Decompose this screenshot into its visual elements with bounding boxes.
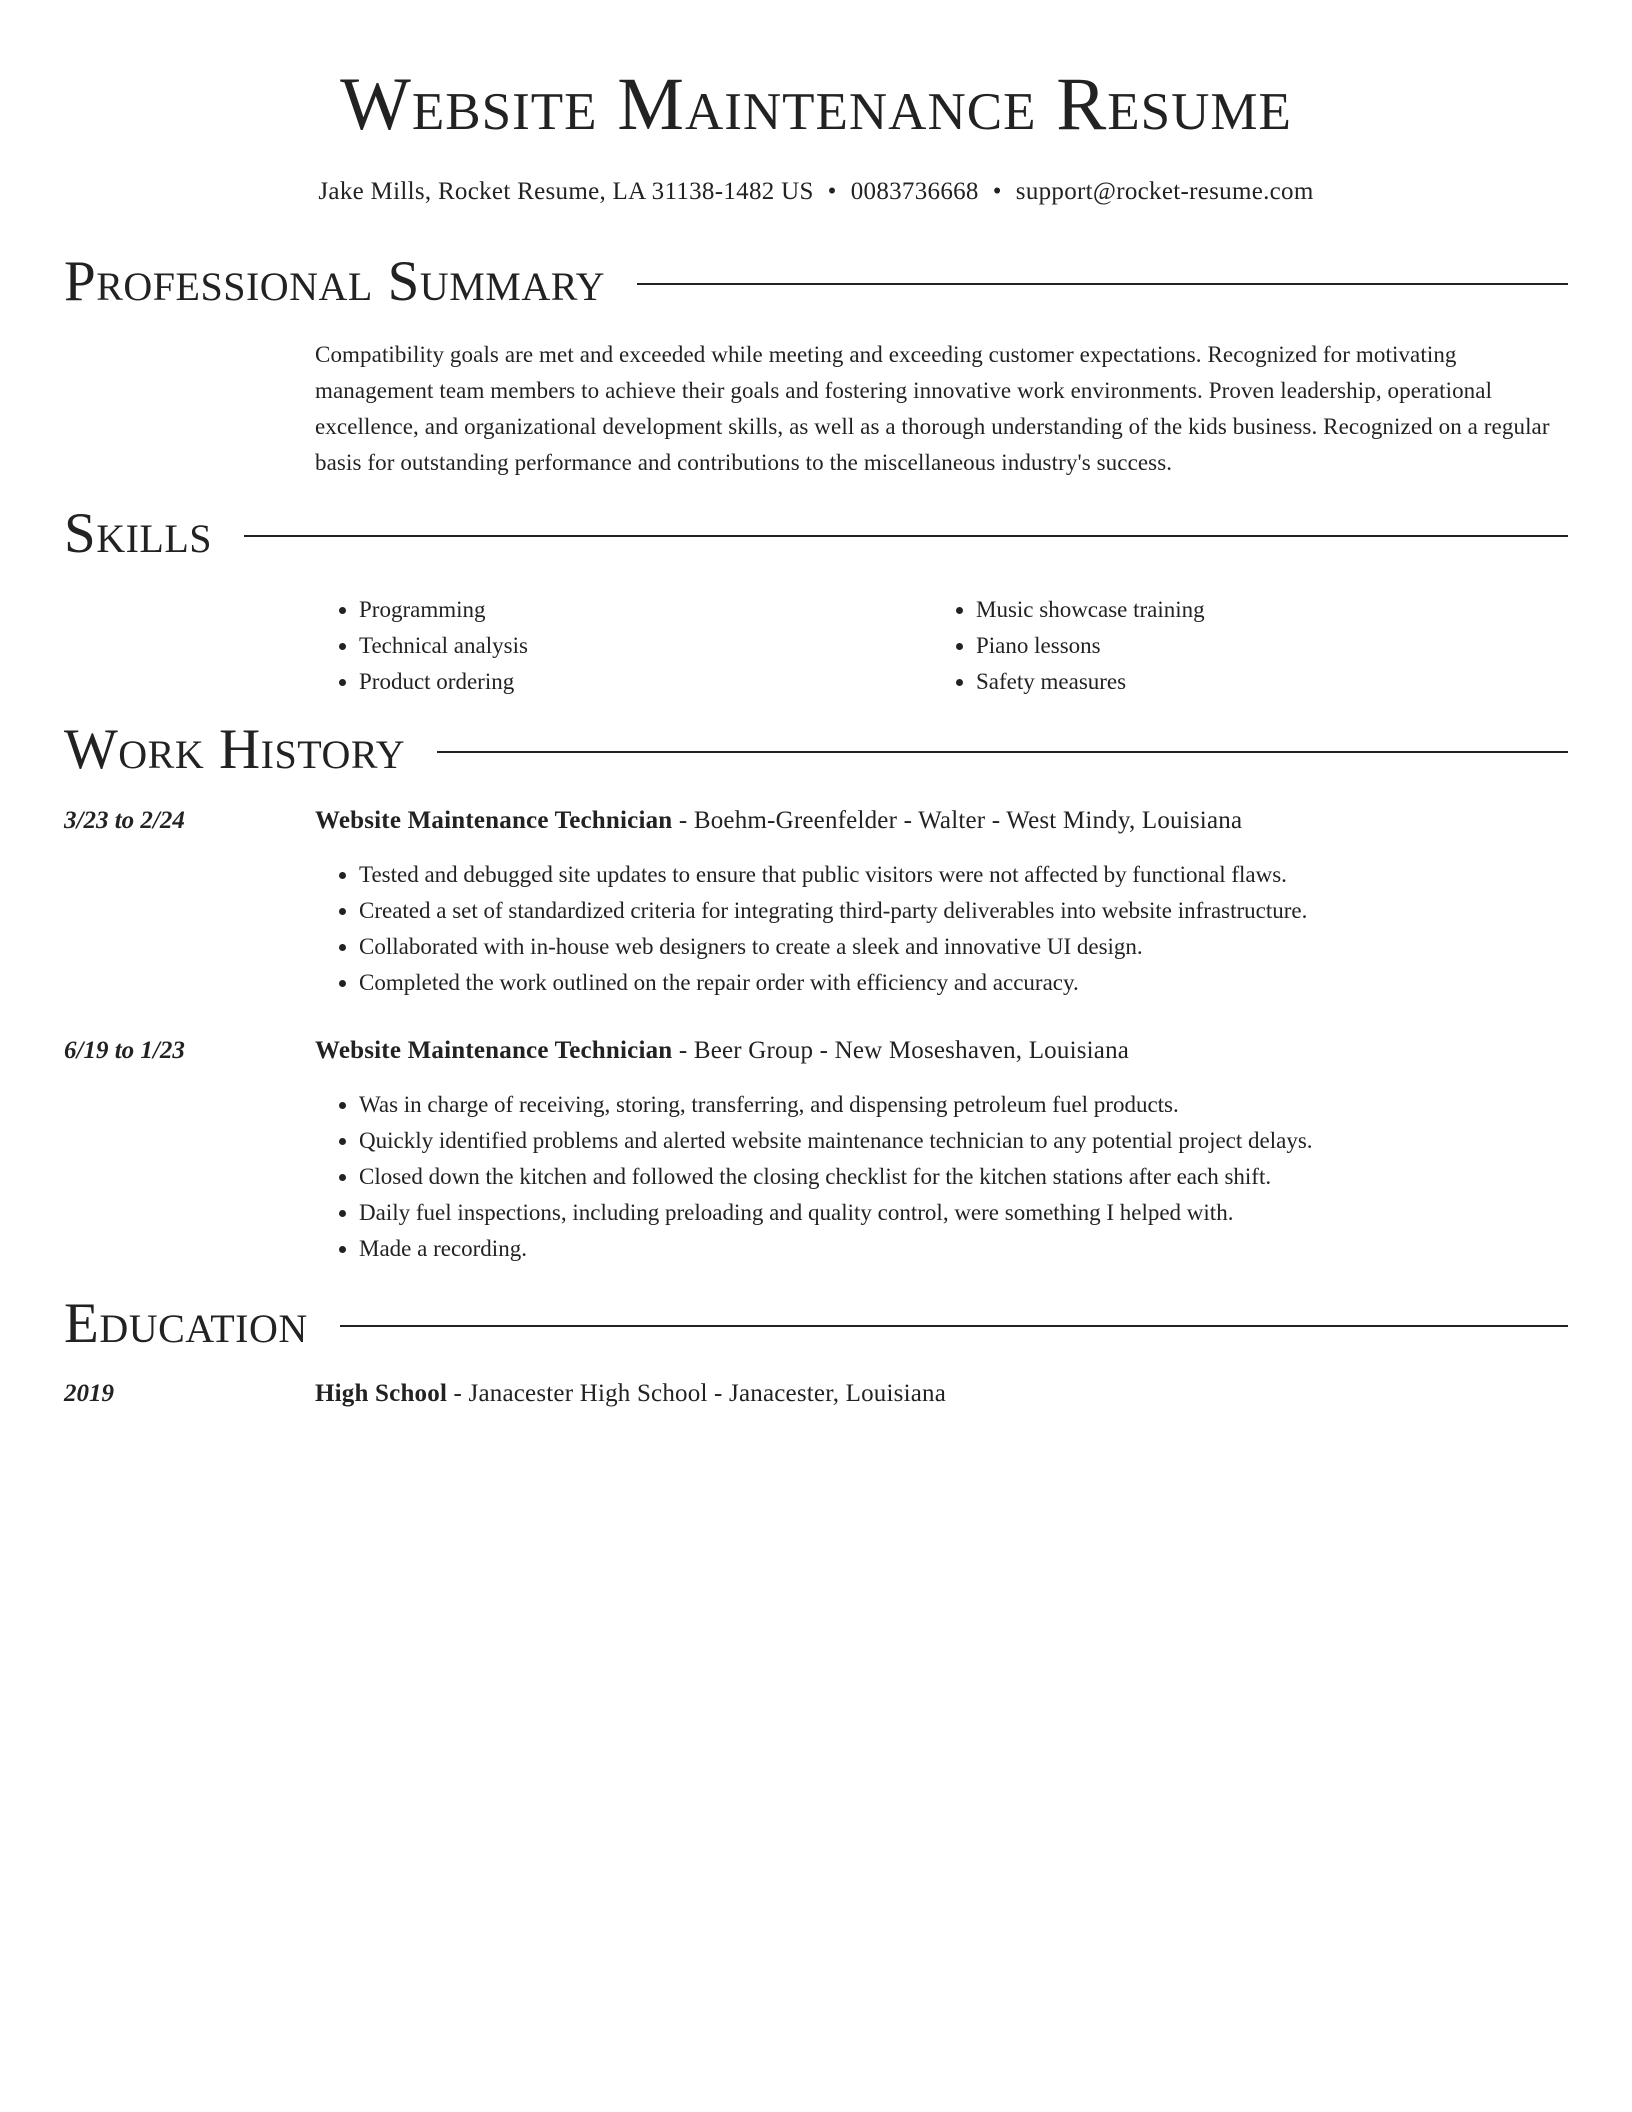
section-divider: [244, 535, 1568, 537]
job-bullet: • Made a recording.: [359, 1231, 1612, 1267]
skills-heading: Skills: [64, 502, 213, 565]
job-bullet: • Created a set of standardized criteria for integrating third-party deliverables into website infrastructure.: [359, 893, 1612, 929]
resume-title: Website Maintenance Resume: [340, 63, 1292, 146]
contact-separator: •: [992, 178, 1002, 205]
education-section-header: [64, 1292, 1568, 1356]
summary-heading: Professional Summary: [64, 250, 606, 313]
job-bullet: • Daily fuel inspections, including preloading and quality control, were something I helped with.: [359, 1195, 1612, 1231]
contact-address: Jake Mills, Rocket Resume, LA 31138-1482 US: [318, 178, 814, 205]
education-entry: [315, 1376, 1568, 1412]
section-divider: [637, 283, 1568, 285]
job-dates: 6/19 to 1/23: [64, 1037, 185, 1064]
contact-line: [64, 176, 1568, 208]
job-bullets: [315, 1087, 1612, 1267]
job-details: - Boehm-Greenfelder - Walter - West Mindy, Louisiana: [672, 807, 1243, 834]
skills-list-left: [315, 592, 959, 700]
job-title: Website Maintenance Technician: [315, 1037, 673, 1064]
summary-section-header: [64, 250, 1568, 314]
job-bullet: • Completed the work outlined on the repair order with efficiency and accuracy.: [359, 965, 1612, 1001]
job-bullet: • Quickly identified problems and alerted website maintenance technician to any potential project delays.: [359, 1123, 1612, 1159]
education-details: - Janacester High School - Janacester, Louisiana: [447, 1380, 947, 1407]
job-bullets: [315, 857, 1612, 1001]
job-bullet: • Tested and debugged site updates to ensure that public visitors were not affected by functional flaws.: [359, 857, 1612, 893]
skill-item: • Programming: [359, 592, 959, 628]
job-heading: [315, 1033, 1568, 1069]
job-bullet: • Was in charge of receiving, storing, transferring, and dispensing petroleum fuel products.: [359, 1087, 1612, 1123]
skill-item: • Safety measures: [976, 664, 1576, 700]
education-heading: Education: [64, 1292, 308, 1355]
contact-separator: •: [827, 178, 837, 205]
education-degree: High School: [315, 1380, 448, 1407]
job-details: - Beer Group - New Moseshaven, Louisiana: [672, 1037, 1130, 1064]
job-heading: [315, 803, 1568, 839]
job-dates: 3/23 to 2/24: [64, 807, 185, 834]
job-bullet: • Collaborated with in-house web designers to create a sleek and innovative UI design.: [359, 929, 1612, 965]
skill-item: • Product ordering: [359, 664, 959, 700]
education-year: 2019: [64, 1380, 114, 1407]
work-section-header: [64, 718, 1568, 782]
contact-phone: 0083736668: [850, 178, 979, 205]
contact-email: support@rocket-resume.com: [1015, 178, 1314, 205]
summary-text: Compatibility goals are met and exceeded while meeting and exceeding customer expectations. Recognized for motivating management team members to achieve their goals and fostering innovative work environments. Proven leadership, operational excellence, and organizational development skills, as well as a thorough understanding of the kids business. Recognized on a regular basis for outstanding performance and contributions to the miscellaneous industry's success.: [315, 342, 1550, 475]
work-heading: Work History: [64, 718, 406, 781]
skills-section-header: [64, 502, 1568, 566]
skill-item: • Music showcase training: [976, 592, 1576, 628]
skill-item: • Piano lessons: [976, 628, 1576, 664]
section-divider: [437, 751, 1568, 753]
skills-list-right: [932, 592, 1576, 700]
job-title: Website Maintenance Technician: [315, 807, 673, 834]
section-divider: [340, 1325, 1568, 1327]
skill-item: • Technical analysis: [359, 628, 959, 664]
job-bullet: • Closed down the kitchen and followed the closing checklist for the kitchen stations after each shift.: [359, 1159, 1612, 1195]
